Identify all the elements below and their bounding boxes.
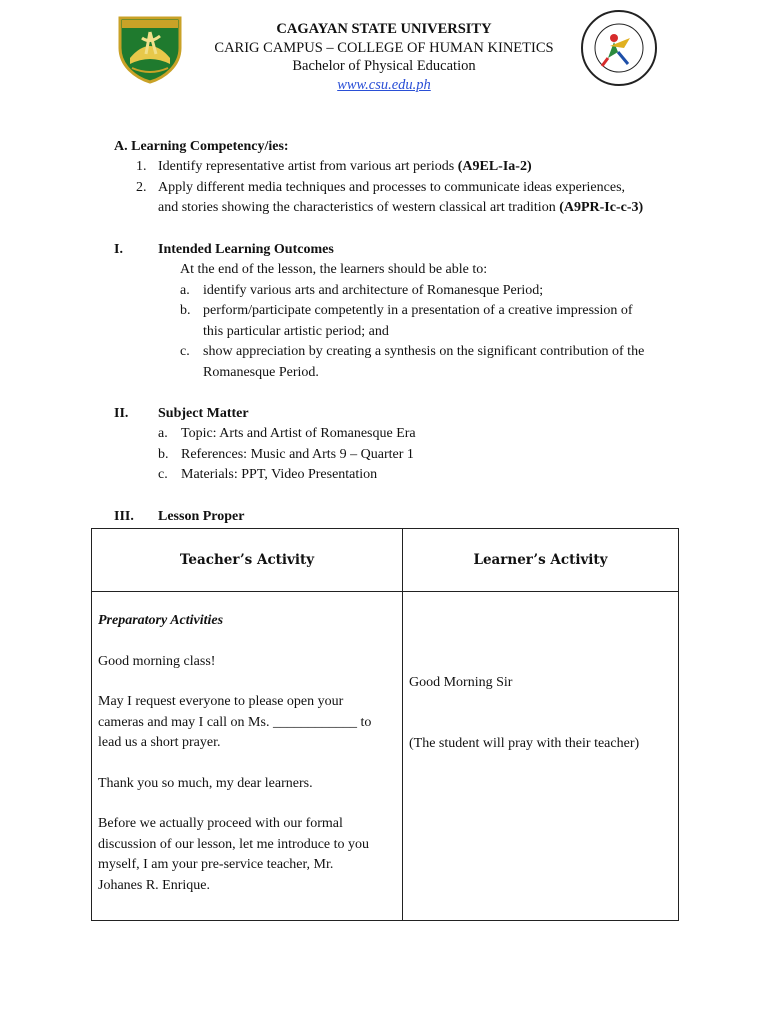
document-header [0, 20, 768, 94]
lesson-table [91, 528, 679, 921]
outcome-text-cont: Romanesque Period. [203, 365, 319, 380]
outcome-item [180, 301, 633, 322]
text-line: Before we actually proceed with our formal [98, 816, 343, 831]
program-name: Bachelor of Physical Education [292, 58, 476, 74]
competency-item-2-cont [158, 198, 643, 219]
subject-letter: b. [158, 447, 169, 462]
subject-text: Topic: Arts and Artist of Romanesque Era [181, 426, 416, 441]
outcome-text: perform/participate competently in a presentation of a creative impression of [203, 303, 633, 318]
learner-prayer: (The student will pray with their teacher) [409, 735, 640, 751]
teacher-activity-cell [92, 592, 403, 921]
outcome-text: identify various arts and architecture of Romanesque Period; [203, 283, 544, 298]
teacher-greeting: Good morning class! [98, 653, 216, 669]
competency-text: Apply different media techniques and processes to communicate ideas experiences, [158, 180, 626, 195]
competency-code: (A9EL-Ia-2) [457, 159, 532, 174]
competency-text: and stories showing the characteristics of western classical art tradition [158, 200, 560, 215]
website-link[interactable]: www.csu.edu.ph [337, 76, 431, 93]
university-name: CAGAYAN STATE UNIVERSITY [276, 21, 492, 37]
subject-heading: Subject Matter [158, 406, 249, 421]
outcomes-heading-row [114, 240, 334, 261]
outcome-letter: a. [180, 283, 190, 298]
outcome-letter: c. [180, 344, 190, 359]
preparatory-title: Preparatory Activities [98, 613, 224, 628]
lesson-heading: Lesson Proper [158, 509, 245, 524]
lesson-heading-row [114, 507, 245, 528]
competency-code: (A9PR-Ic-c-3) [559, 200, 644, 215]
outcome-item [180, 281, 544, 302]
text-line: Johanes R. Enrique. [98, 877, 210, 893]
campus-name: CARIG CAMPUS – COLLEGE OF HUMAN KINETICS [214, 39, 554, 56]
outcome-text: show appreciation by creating a synthesis on the significant contribution of the [203, 344, 645, 359]
teacher-request [98, 692, 396, 754]
table-header-row [92, 529, 679, 592]
text-line: myself, I am your pre-service teacher, Mr. [98, 857, 334, 872]
competency-num: 2. [136, 180, 147, 195]
learner-activity-cell [403, 592, 679, 921]
teacher-thanks: Thank you so much, my dear learners. [98, 775, 313, 791]
outcome-text-cont: this particular artistic period; and [203, 324, 389, 339]
subject-item [158, 465, 378, 486]
learner-reply: Good Morning Sir [409, 675, 513, 690]
subject-letter: a. [158, 426, 168, 441]
subject-text: References: Music and Arts 9 – Quarter 1 [181, 447, 414, 462]
section-numeral: III. [114, 509, 134, 524]
section-numeral: II. [114, 406, 129, 421]
outcome-item [180, 342, 645, 363]
learner-column-header: Learner’s Activity [403, 529, 679, 592]
outcomes-intro: At the end of the lesson, the learners should be able to: [180, 262, 488, 277]
competency-item-1 [136, 157, 532, 178]
competency-item-2 [136, 178, 626, 199]
section-numeral: I. [114, 242, 123, 257]
table-row [92, 592, 679, 921]
teacher-column-header: Teacher’s Activity [92, 529, 403, 592]
subject-letter: c. [158, 467, 168, 482]
text-line: discussion of our lesson, let me introduce to you [98, 836, 370, 852]
outcome-letter: b. [180, 303, 191, 318]
outcomes-heading: Intended Learning Outcomes [158, 242, 334, 257]
text-line: May I request everyone to please open your [98, 694, 344, 709]
text-line: lead us a short prayer. [98, 735, 221, 750]
text-line: cameras and may I call on Ms. ____________ to [98, 714, 372, 730]
subject-item [158, 445, 414, 466]
subject-heading-row [114, 404, 249, 425]
subject-item [158, 424, 416, 445]
subject-text: Materials: PPT, Video Presentation [181, 467, 378, 482]
competency-heading: A. Learning Competency/ies: [114, 139, 289, 154]
competency-text: Identify representative artist from various art periods [158, 159, 458, 174]
competency-num: 1. [136, 159, 147, 174]
teacher-introduction [98, 814, 396, 896]
